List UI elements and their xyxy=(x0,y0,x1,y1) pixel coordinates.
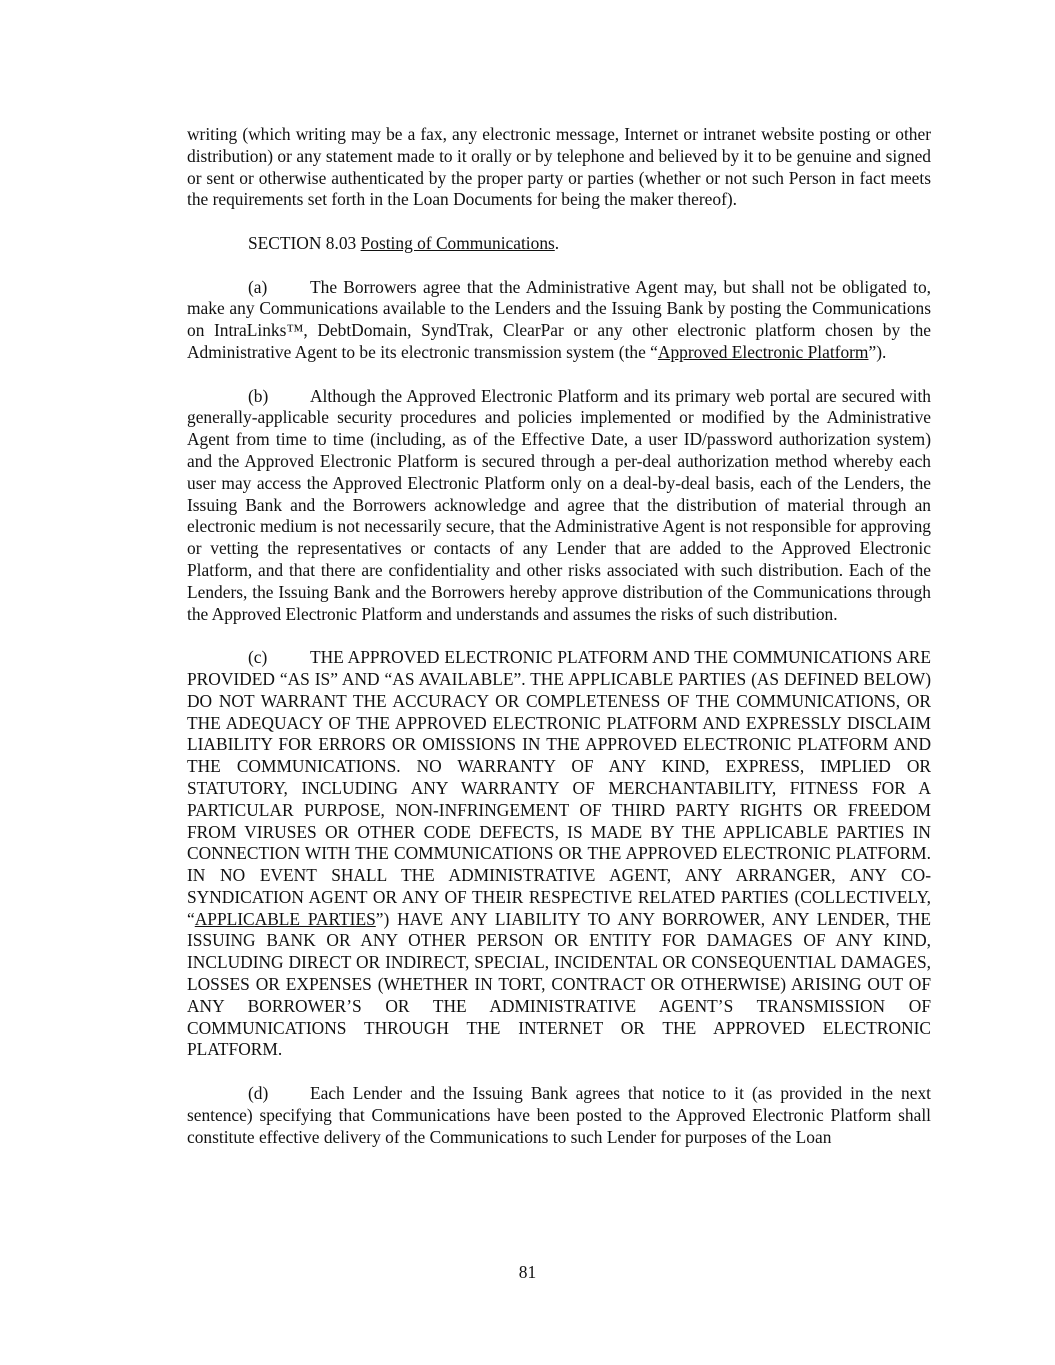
paragraph-c xyxy=(187,647,931,1061)
clause-label-a: (a) xyxy=(248,276,268,297)
clause-label-c: (c) xyxy=(248,647,268,668)
defined-term-approved-electronic-platform: Approved Electronic Platform xyxy=(657,341,869,362)
paragraph-c-text-2: ”) HAVE ANY LIABILITY TO ANY BORROWER, ANY LENDER, THE ISSUING BANK OR ANY OTHER PERSON OR ENTITY FOR DAMAGES OF ANY KIND, INCLUDING DIRECT OR INDIRECT, SPECIAL, INCIDENTAL OR CONSEQUENTIAL DAMAGES, LOSSES OR EXPENSES (WHETHER IN TORT, CONTRACT OR OTHERWISE) ARISING OUT OF ANY BORROWER’S OR THE ADMINISTRATIVE AGENT’S TRANSMISSION OF COMMUNICATIONS THROUGH THE INTERNET OR THE APPROVED ELECTRONIC PLATFORM. xyxy=(187,908,931,1060)
paragraph-b-text: Although the Approved Electronic Platform and its primary web portal are secured with generally-applicable security procedures and policies implemented or modified by the Administrative Agent from time to time (including, as of the Effective Date, a user ID/password authorization system) and the Approved Electronic Platform is secured through a per-deal authorization method whereby each user may access the Approved Electronic Platform only on a deal-by-deal basis, each of the Lenders, the Issuing Bank and the Borrowers acknowledge and agree that the distribution of material through an electronic medium is not necessarily secure, that the Administrative Agent is not responsible for approving or vetting the representatives or contacts of any Lender that are added to the Approved Electronic Platform, and that there are confidentiality and other risks associated with such distribution. Each of the Lenders, the Issuing Bank and the Borrowers hereby approve distribution of the Communications through the Approved Electronic Platform and understands and assumes the risks of such distribution. xyxy=(187,385,931,624)
paragraph-d-text: Each Lender and the Issuing Bank agrees that notice to it (as provided in the next sentence) specifying that Communications have been posted to the Approved Electronic Platform shall constitute effective delivery of the Communications to such Lender for purposes of the Loan xyxy=(187,1083,931,1147)
paragraph-a-text-1: The Borrowers agree that the Administrative Agent may, but shall not be obligated to, make any Communications available to the Lenders and the Issuing Bank by posting the Communications on IntraLinks™, DebtDomain, SyndTrak, ClearPar or any other electronic platform chosen by the Administrative Agent to be its electronic transmission system (the “ xyxy=(187,276,931,362)
section-number: SECTION 8.03 xyxy=(248,232,357,253)
section-heading xyxy=(187,233,931,255)
clause-label-d: (d) xyxy=(248,1083,269,1104)
paragraph-d xyxy=(187,1083,931,1148)
paragraph-a xyxy=(187,277,931,364)
section-title: Posting of Communications xyxy=(360,232,555,253)
clause-label-b: (b) xyxy=(248,385,269,406)
paragraph-c-text-1: THE APPROVED ELECTRONIC PLATFORM AND THE COMMUNICATIONS ARE PROVIDED “AS IS” AND “AS AVAILABLE”. THE APPLICABLE PARTIES (AS DEFINED BELOW) DO NOT WARRANT THE ACCURACY OR COMPLETENESS OF THE COMMUNICATIONS, OR THE ADEQUACY OF THE APPROVED ELECTRONIC PLATFORM AND EXPRESSLY DISCLAIM LIABILITY FOR ERRORS OR OMISSIONS IN THE APPROVED ELECTRONIC PLATFORM AND THE COMMUNICATIONS. NO WARRANTY OF ANY KIND, EXPRESS, IMPLIED OR STATUTORY, INCLUDING ANY WARRANTY OF MERCHANTABILITY, FITNESS FOR A PARTICULAR PURPOSE, NON-INFRINGEMENT OF THIRD PARTY RIGHTS OR FREEDOM FROM VIRUSES OR OTHER CODE DEFECTS, IS MADE BY THE APPLICABLE PARTIES IN CONNECTION WITH THE COMMUNICATIONS OR THE APPROVED ELECTRONIC PLATFORM. IN NO EVENT SHALL THE ADMINISTRATIVE AGENT, ANY ARRANGER, ANY CO-SYNDICATION AGENT OR ANY OF THEIR RESPECTIVE RELATED PARTIES (COLLECTIVELY, “ xyxy=(187,647,931,929)
defined-term-applicable-parties: APPLICABLE PARTIES xyxy=(194,908,376,929)
paragraph-b xyxy=(187,386,931,626)
paragraph-intro: writing (which writing may be a fax, any electronic message, Internet or intranet website posting or other distribution) or any statement made to it orally or by telephone and believed by it to be genuine and signed or sent or otherwise authenticated by the proper party or parties (whether or not such Person in fact meets the requirements set forth in the Loan Documents for being the maker thereof). xyxy=(187,124,931,210)
paragraph-a-text-2: ”). xyxy=(868,341,887,362)
section-title-period: . xyxy=(554,232,560,253)
document-body xyxy=(187,124,931,1170)
page-number: 81 xyxy=(518,1262,537,1282)
